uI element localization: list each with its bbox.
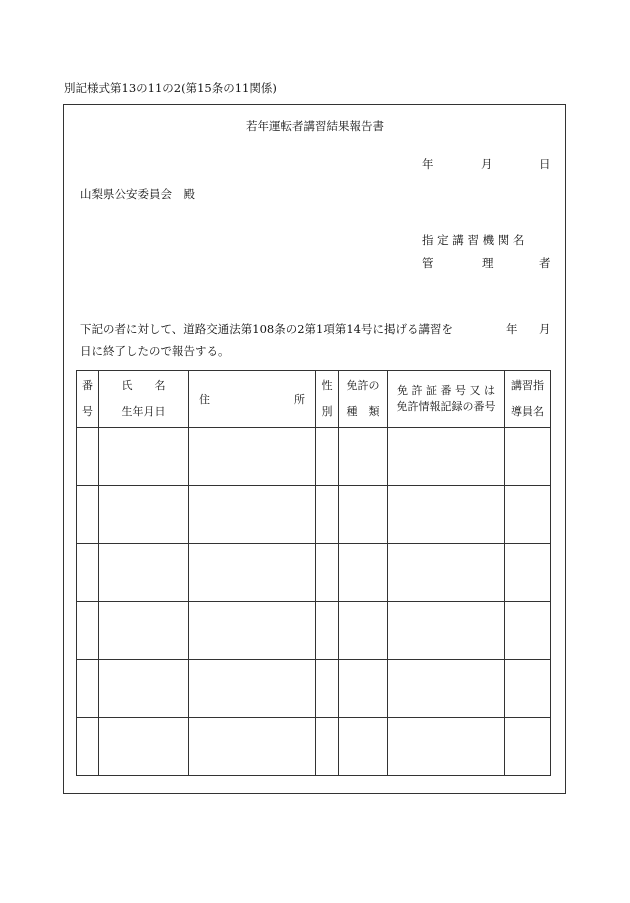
license-type-cell[interactable] bbox=[339, 718, 388, 776]
license-number-cell[interactable] bbox=[388, 428, 505, 486]
name-birthdate-cell[interactable] bbox=[99, 660, 189, 718]
name-birthdate-cell[interactable] bbox=[99, 718, 189, 776]
trainee-table bbox=[76, 370, 551, 776]
instructor-cell[interactable] bbox=[505, 602, 551, 660]
number-cell[interactable] bbox=[77, 660, 99, 718]
license-number-cell[interactable] bbox=[388, 486, 505, 544]
table-row bbox=[77, 602, 551, 660]
license-number-cell[interactable] bbox=[388, 544, 505, 602]
license-type-cell[interactable] bbox=[339, 428, 388, 486]
sex-cell[interactable] bbox=[316, 428, 339, 486]
license-number-cell[interactable] bbox=[388, 718, 505, 776]
report-statement-line2: 日に終了したので報告する。 bbox=[80, 344, 230, 358]
name-birthdate-cell[interactable] bbox=[99, 602, 189, 660]
date-year-label: 年 bbox=[422, 157, 434, 171]
address-cell[interactable] bbox=[189, 718, 316, 776]
header-name-birthdate: 氏 名 生年月日 bbox=[99, 371, 189, 428]
instructor-cell[interactable] bbox=[505, 428, 551, 486]
license-type-cell[interactable] bbox=[339, 486, 388, 544]
instructor-cell[interactable] bbox=[505, 544, 551, 602]
table-row bbox=[77, 718, 551, 776]
report-year-label: 年 bbox=[506, 322, 518, 336]
header-sex: 性 別 bbox=[316, 371, 339, 428]
header-license-number: 免 許 証 番 号 又 は 免許情報記録の番号 bbox=[388, 371, 505, 428]
header-license-type: 免許の 種 類 bbox=[339, 371, 388, 428]
table-row bbox=[77, 660, 551, 718]
manager-label-2: 理 bbox=[482, 256, 494, 270]
license-number-cell[interactable] bbox=[388, 602, 505, 660]
table-header-row bbox=[77, 371, 551, 428]
sex-cell[interactable] bbox=[316, 660, 339, 718]
number-cell[interactable] bbox=[77, 544, 99, 602]
address-cell[interactable] bbox=[189, 660, 316, 718]
header-instructor: 講習指 導員名 bbox=[505, 371, 551, 428]
date-day-label: 日 bbox=[539, 157, 551, 171]
table-row bbox=[77, 544, 551, 602]
instructor-cell[interactable] bbox=[505, 660, 551, 718]
address-cell[interactable] bbox=[189, 428, 316, 486]
sex-cell[interactable] bbox=[316, 544, 339, 602]
name-birthdate-cell[interactable] bbox=[99, 428, 189, 486]
report-month-label: 月 bbox=[539, 322, 551, 336]
sex-cell[interactable] bbox=[316, 602, 339, 660]
license-type-cell[interactable] bbox=[339, 602, 388, 660]
table-body bbox=[77, 428, 551, 776]
number-cell[interactable] bbox=[77, 718, 99, 776]
designated-org-label: 指 定 講 習 機 関 名 bbox=[422, 233, 525, 247]
date-month-label: 月 bbox=[481, 157, 493, 171]
license-type-cell[interactable] bbox=[339, 660, 388, 718]
header-number: 番 号 bbox=[77, 371, 99, 428]
address-cell[interactable] bbox=[189, 602, 316, 660]
manager-label-3: 者 bbox=[539, 256, 551, 270]
manager-label-1: 管 bbox=[422, 256, 434, 270]
number-cell[interactable] bbox=[77, 428, 99, 486]
table-row bbox=[77, 486, 551, 544]
number-cell[interactable] bbox=[77, 602, 99, 660]
document-title: 若年運転者講習結果報告書 bbox=[246, 119, 384, 133]
header-address: 住 所 bbox=[189, 371, 316, 428]
sex-cell[interactable] bbox=[316, 718, 339, 776]
address-cell[interactable] bbox=[189, 544, 316, 602]
instructor-cell[interactable] bbox=[505, 718, 551, 776]
name-birthdate-cell[interactable] bbox=[99, 486, 189, 544]
license-type-cell[interactable] bbox=[339, 544, 388, 602]
table-row bbox=[77, 428, 551, 486]
license-number-cell[interactable] bbox=[388, 660, 505, 718]
report-statement-line1: 下記の者に対して、道路交通法第108条の2第1項第14号に掲げる講習を bbox=[80, 322, 453, 336]
form-caption: 別記様式第13の11の2(第15条の11関係) bbox=[64, 81, 277, 95]
addressee: 山梨県公安委員会 殿 bbox=[80, 187, 195, 201]
instructor-cell[interactable] bbox=[505, 486, 551, 544]
name-birthdate-cell[interactable] bbox=[99, 544, 189, 602]
address-cell[interactable] bbox=[189, 486, 316, 544]
number-cell[interactable] bbox=[77, 486, 99, 544]
sex-cell[interactable] bbox=[316, 486, 339, 544]
